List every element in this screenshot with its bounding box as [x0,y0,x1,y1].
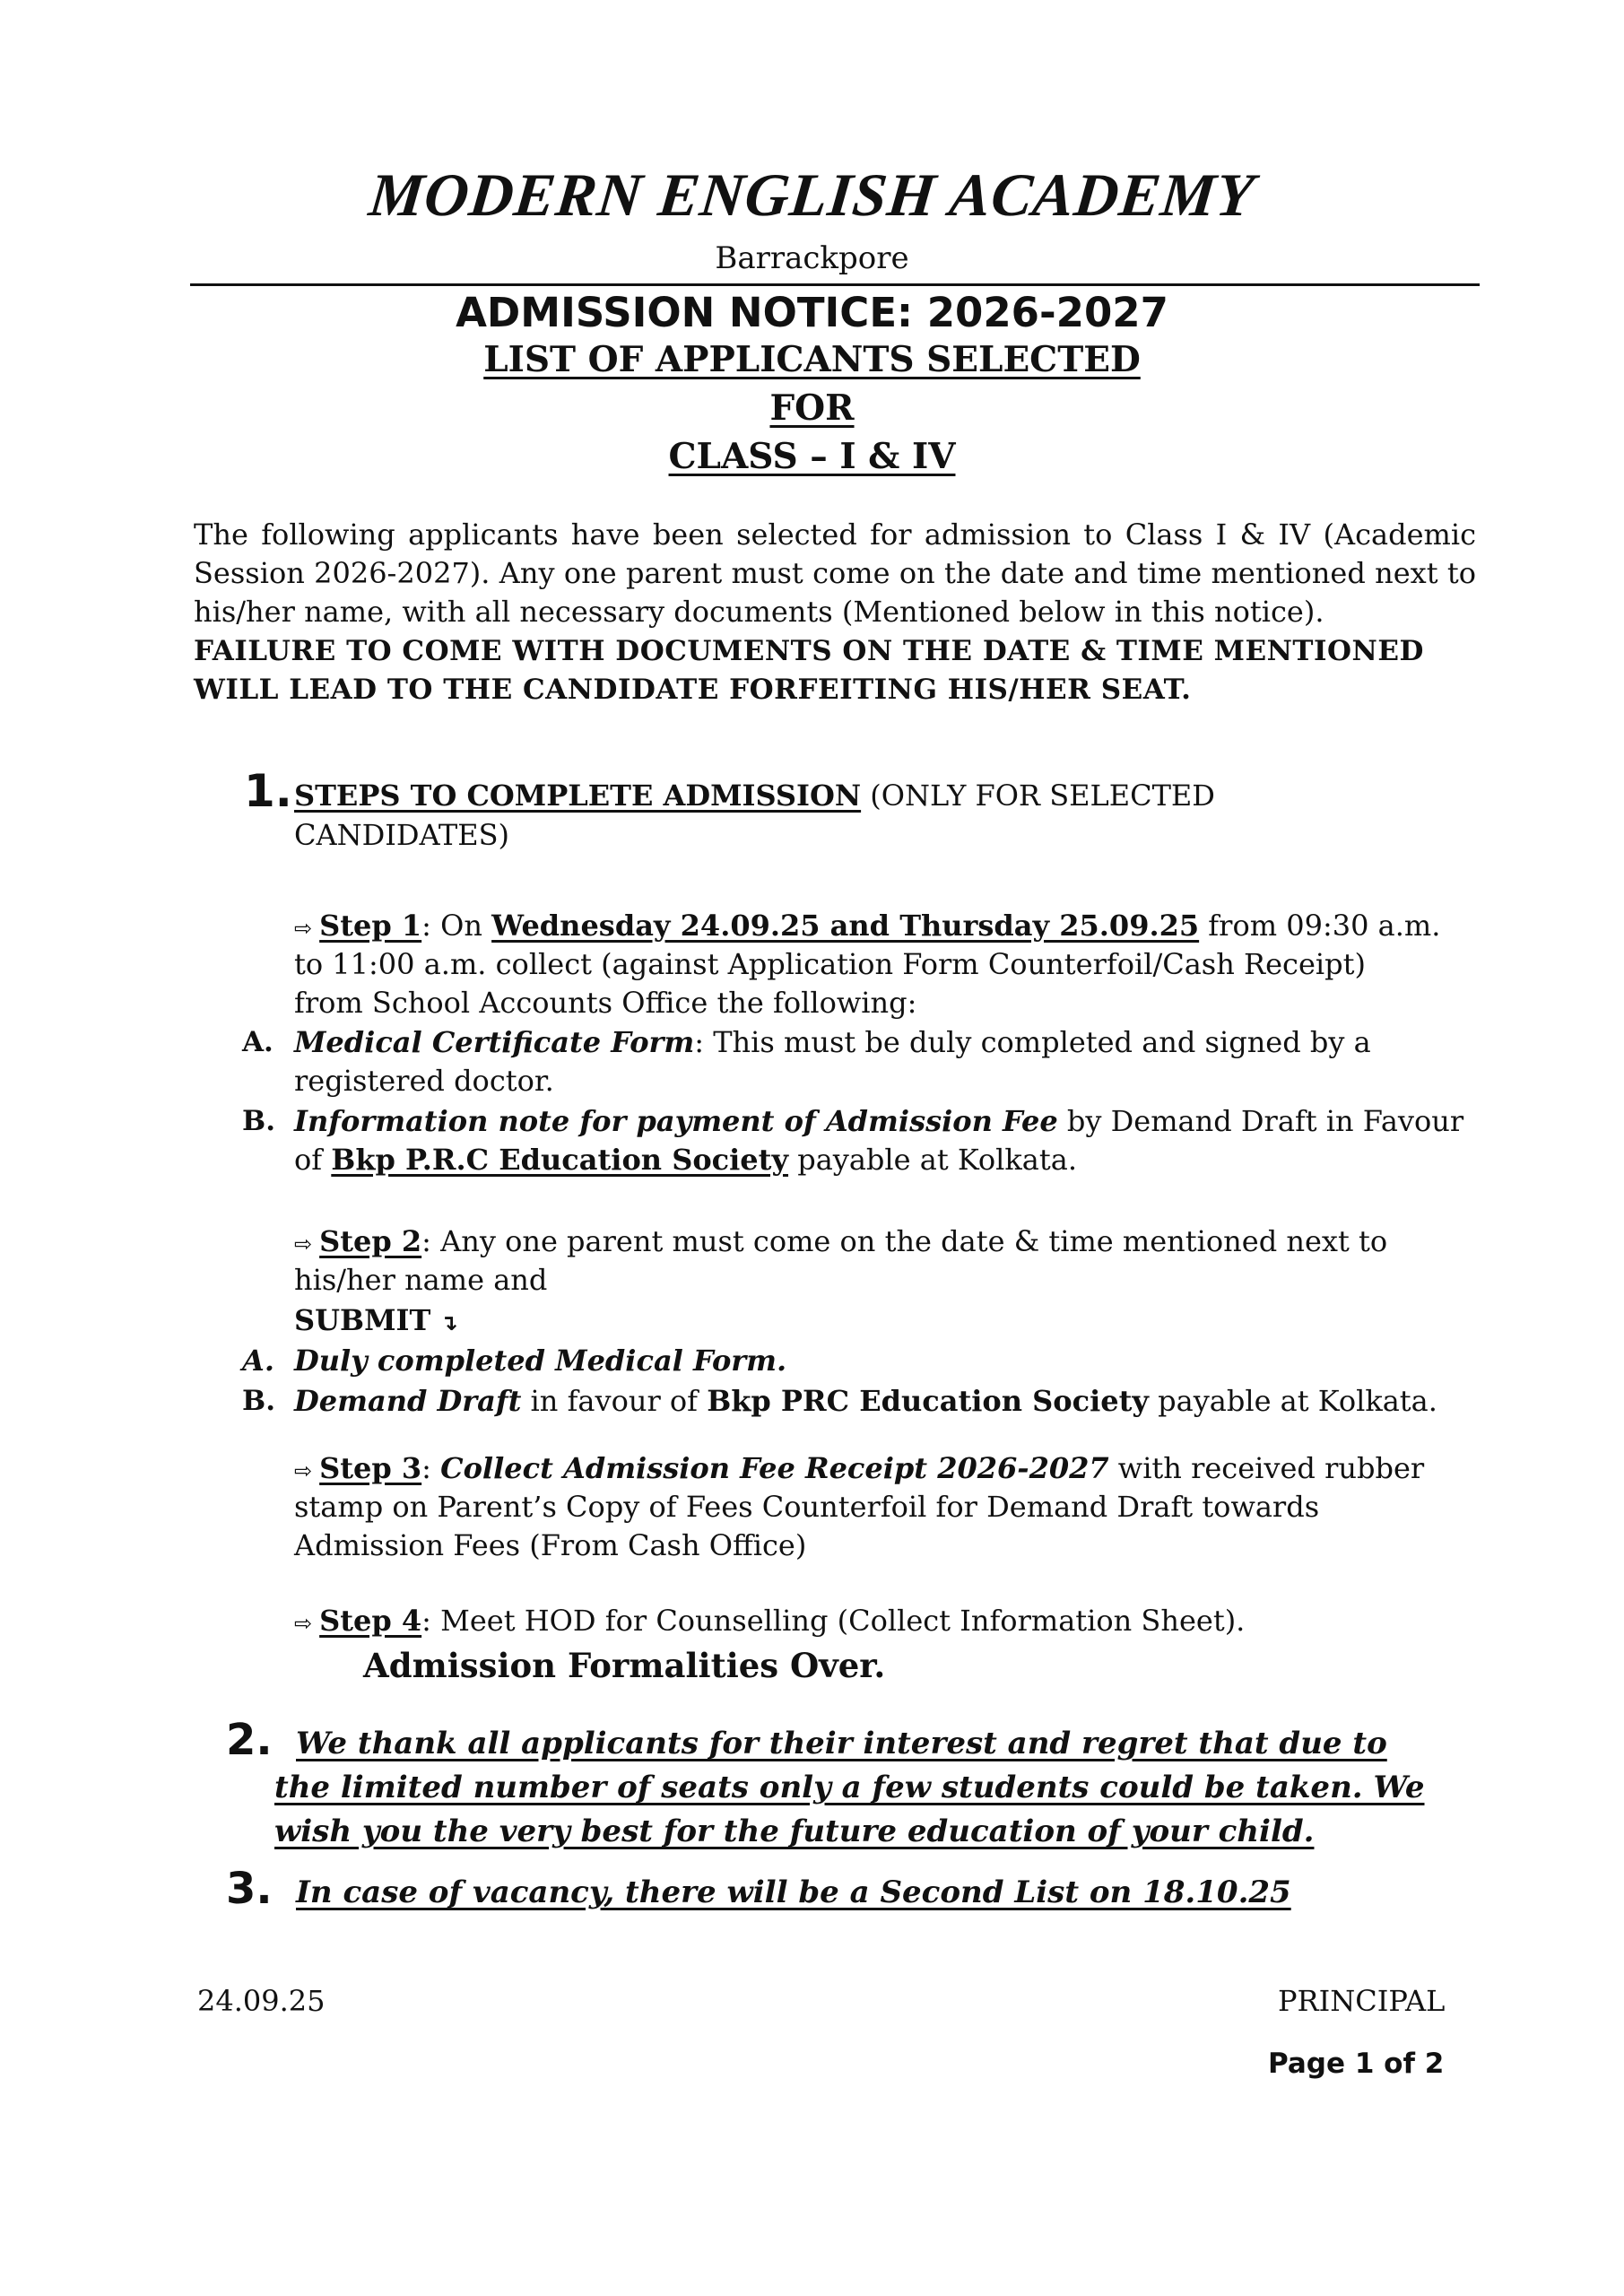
step-2-text: : Any one parent must come on the date & time mentioned next to [421,1224,1388,1258]
section-3-text: In case of vacancy, there will be a Second List on 18.10.25 [296,1874,1291,1910]
signatory: PRINCIPAL [1278,1984,1446,2018]
submit-label: SUBMIT [294,1303,431,1337]
section-2-number: 2. [226,1715,273,1765]
school-name: MODERN ENGLISH ACADEMY [366,161,1258,229]
section-1-heading-text: STEPS TO COMPLETE ADMISSION [294,778,862,813]
step-1-line-2: to 11:00 a.m. collect (against Application Form Counterfoil/Cash Receipt) [294,947,1366,981]
step-2-item-b-letter: B. [242,1385,275,1417]
step-1-item-b-cont [294,1141,1077,1179]
step-2-item-b-text-1: in favour of [521,1384,708,1418]
notice-date: 24.09.25 [197,1984,326,2018]
section-2-line-1: We thank all applicants for their interest and regret that due to [296,1726,1387,1761]
page-number: Page 1 of 2 [1268,2048,1445,2080]
step-3-text: with received rubber [1108,1451,1425,1485]
school-location: Barrackpore [715,240,909,276]
section-1-heading-note-cont: CANDIDATES) [294,818,510,852]
notice-title: ADMISSION NOTICE: 2026-2027 [456,289,1168,336]
step-2-item-b-society: Bkp PRC Education Society [707,1384,1149,1418]
step-3 [294,1449,1478,1491]
step-2-submit [294,1301,458,1343]
step-3-line-3: Admission Fees (From Cash Office) [294,1528,807,1562]
section-1-heading-note: (ONLY FOR SELECTED [870,778,1215,813]
notice-subtitle-for: FOR [769,387,855,429]
step-1-item-a-cont: registered doctor. [294,1064,554,1098]
section-2-line-2: the limited number of seats only a few students could be taken. We [274,1770,1425,1805]
step-1-item-b-cont-post: payable at Kolkata. [788,1143,1077,1177]
arrow-right-icon: ⇨ [294,1611,313,1636]
step-1-item-a-text: : This must be duly completed and signed by a [694,1025,1371,1059]
step-2-label: Step 2 [319,1224,422,1258]
step-1-item-b-title: Information note for payment of Admission Fee [294,1104,1058,1138]
step-2-item-a-letter: A. [242,1344,274,1378]
arrow-right-icon: ⇨ [294,916,313,941]
step-1-item-b-society: Bkp P.R.C Education Society [331,1143,789,1177]
step-1-text: : On [421,909,492,943]
arrow-right-icon: ⇨ [294,1458,313,1483]
step-1 [294,907,1478,948]
notice-subtitle-list: LIST OF APPLICANTS SELECTED [483,339,1141,380]
section-1-number: 1. [244,765,292,817]
arrow-down-right-icon: ↴ [439,1310,458,1335]
arrow-right-icon: ⇨ [294,1231,313,1257]
step-1-time: from 09:30 a.m. [1199,909,1441,943]
step-2-item-b-title: Demand Draft [294,1384,522,1418]
step-2-item-a: Duly completed Medical Form. [294,1344,787,1378]
section-3-number: 3. [226,1864,273,1914]
step-2 [294,1222,1478,1264]
step-3-label: Step 3 [319,1451,422,1485]
intro-paragraph: The following applicants have been selected for admission to Class I & IV (Academic Session 2026-2027). Any one parent must come on the date and time mentioned next to his/her name, with all necessary documents (Mentioned below in this notice). [194,517,1476,629]
step-1-label: Step 1 [319,909,422,943]
section-2-line-3: wish you the very best for the future education of your child. [274,1813,1315,1849]
step-1-item-b [294,1102,1478,1141]
step-3-sep: : [421,1451,441,1485]
step-1-item-b-cont-pre: of [294,1143,332,1177]
step-4-label: Step 4 [319,1604,422,1638]
section-1-heading [294,777,1460,815]
step-3-title: Collect Admission Fee Receipt 2026-2027 [440,1451,1109,1485]
notice-subtitle-class: CLASS – I & IV [668,436,956,477]
step-2-item-b [294,1382,1478,1421]
step-4-text: : Meet HOD for Counselling (Collect Information Sheet). [421,1604,1246,1638]
step-2-item-b-text-2: payable at Kolkata. [1148,1384,1437,1418]
step-1-item-a-title: Medical Certificate Form [294,1025,695,1059]
header-divider [190,283,1480,286]
step-1-item-b-letter: B. [242,1105,275,1137]
step-3-line-2: stamp on Parent’s Copy of Fees Counterfoil for Demand Draft towards [294,1490,1320,1524]
step-1-item-b-text: by Demand Draft in Favour [1057,1104,1464,1138]
admission-formalities-over: Admission Formalities Over. [363,1646,886,1685]
step-1-line-3: from School Accounts Office the following: [294,986,917,1020]
step-1-item-a-letter: A. [242,1026,274,1058]
step-2-line-2: his/her name and [294,1263,548,1297]
intro-warning: FAILURE TO COME WITH DOCUMENTS ON THE DATE & TIME MENTIONED WILL LEAD TO THE CANDIDATE FORFEITING HIS/HER SEAT. [194,635,1424,706]
step-1-days: Wednesday 24.09.25 and Thursday 25.09.25 [491,909,1200,943]
step-1-item-a [294,1023,1478,1062]
step-4 [294,1602,1478,1643]
